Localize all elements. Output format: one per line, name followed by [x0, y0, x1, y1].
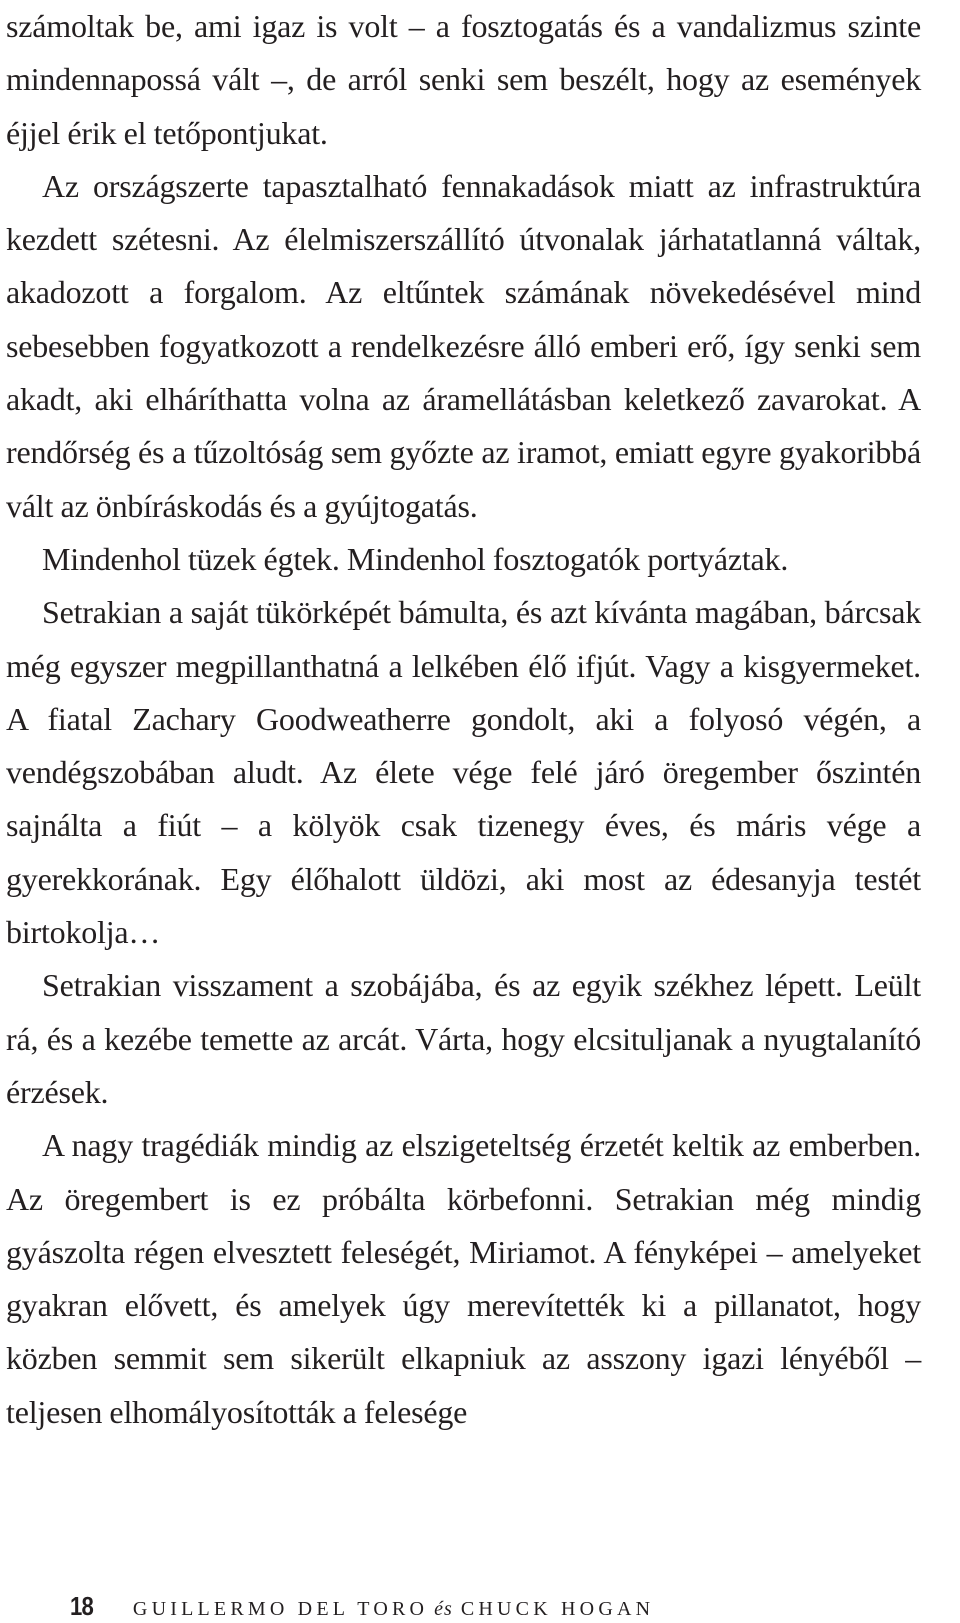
page-number: 18: [70, 1591, 93, 1621]
paragraph-continued: számoltak be, ami igaz is volt – a fosztogatás és a vandalizmus szinte mindennapossá vált –, de arról senki sem beszélt, hogy az események éjjel érik el tetőpontjukat.: [6, 8, 921, 151]
paragraph-fires: Mindenhol tüzek égtek. Mindenhol fosztogatók portyáztak.: [42, 540, 789, 577]
author-name-second: CHUCK HOGAN: [460, 1598, 655, 1620]
author-name-first: GUILLERMO DEL TORO: [132, 1598, 429, 1620]
paragraph-tragedies: A nagy tragédiák mindig az elszigeteltség érzetét keltik az emberben. Az öregembert is ez próbálta körbefonni. Setrakian még mindig gyászolta régen elvesztett feleségét, Miriamot. A fényképei – amelyeket gyakran elővett, és amelyek úgy merevítették ki a pillanatot, hogy közben semmit sem sikerült elkapniuk az asszony igazi lényéből – teljesen elhomályosították a felesége: [6, 1127, 921, 1430]
author-separator: és: [434, 1598, 453, 1620]
book-page: [6, 0, 921, 1623]
page-body-text: [6, 0, 921, 1439]
paragraph-reflection: Setrakian a saját tükörképét bámulta, és azt kívánta magában, bárcsak még egyszer megpillanthatná a lelkében élő ifjút. Vagy a kisgyermeket. A fiatal Zachary Goodweatherre gondolt, aki a folyosó végén, a vendégszobában aludt. Az élete vége felé járó öregember őszintén sajnálta a fiút – a kölyök csak tizenegy éves, és máris vége a gyerekkorának. Egy élőhalott üldözi, aki most az édesanyja testét birtokolja…: [6, 594, 921, 951]
page-footer: [70, 1591, 654, 1623]
paragraph-infrastructure: Az országszerte tapasztalható fennakadások miatt az infrastruktúra kezdett szétesni. Az élelmiszerszállító útvonalak járhatatlanná váltak, akadozott a forgalom. Az eltűntek számának növekedésével mind sebesebben fogyatkozott a rendelkezésre álló emberi erő, így senki sem akadt, aki elháríthatta volna az áramellátásban keletkező zavarokat. A rendőrség és a tűzoltóság sem győzte az iramot, emiatt egyre gyakoribbá vált az önbíráskodás és a gyújtogatás.: [6, 167, 921, 524]
paragraph-room: Setrakian visszament a szobájába, és az egyik székhez lépett. Leült rá, és a kezébe temette az arcát. Várta, hogy elcsituljanak a nyugtalanító érzések.: [6, 967, 921, 1110]
